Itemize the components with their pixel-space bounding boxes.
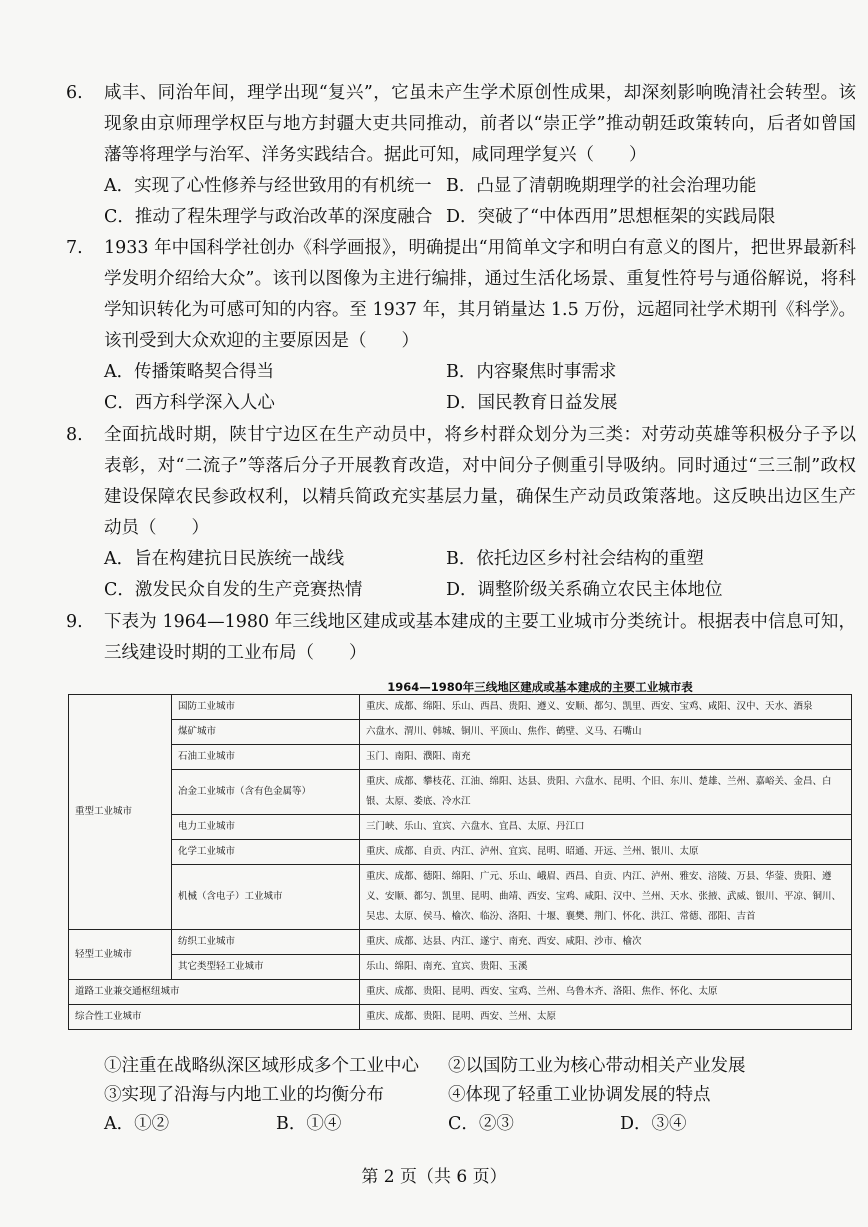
question-9 — [66, 607, 856, 669]
option-c[interactable]: C．推动了程朱理学与政治改革的深度融合 — [104, 207, 433, 227]
option-d[interactable]: D．③④ — [620, 1114, 687, 1134]
cities-cell: 三门峡、乐山、宜宾、六盘水、宜昌、太原、丹江口 — [360, 815, 852, 840]
option-a[interactable]: A．传播策略契合得当 — [104, 362, 275, 382]
question-number: 8. — [66, 425, 83, 445]
option-c[interactable]: C．激发民众自发的生产竞赛热情 — [104, 580, 363, 600]
type-cell: 机械（含电子）工业城市 — [172, 865, 360, 930]
question-7 — [66, 233, 856, 419]
option-a[interactable]: A．①② — [104, 1114, 170, 1134]
question-6 — [66, 78, 856, 233]
option-b[interactable]: B．依托边区乡村社会结构的重塑 — [446, 549, 704, 569]
question-stem: 1933 年中国科学社创办《科学画报》，明确提出“用简单文字和明白有意义的图片，把世界最新科学发明介绍给大众”。该刊以图像为主进行编排，通过生活化场景、重复性符号与通俗解说，将科学知识转化为可感可知的内容。至 1937 年，其月销量达 1.5 万份，远超同社学术期刊《科学》。该刊受到大众欢迎的主要原因是（ ） — [104, 238, 856, 351]
cities-cell: 重庆、成都、攀枝花、江油、绵阳、达县、贵阳、六盘水、昆明、个旧、东川、楚雄、兰州、嘉峪关、金昌、白银、太原、娄底、冷水江 — [360, 770, 852, 815]
statement-3: ③实现了沿海与内地工业的均衡分布 — [104, 1085, 384, 1105]
option-a[interactable]: A．实现了心性修养与经世致用的有机统一 — [104, 176, 432, 196]
table-title: 1964—1980年三线地区建成或基本建成的主要工业城市表 — [387, 680, 693, 694]
table-row — [69, 955, 852, 980]
page-footer: 第 2 页（共 6 页） — [361, 1167, 507, 1187]
options — [104, 357, 856, 419]
option-d[interactable]: D．调整阶级关系确立农民主体地位 — [446, 580, 723, 600]
question-8 — [66, 420, 856, 606]
cities-cell: 玉门、南阳、濮阳、南充 — [360, 745, 852, 770]
option-c[interactable]: C．②③ — [448, 1114, 514, 1134]
option-d[interactable]: D．突破了“中体西用”思想框架的实践局限 — [446, 207, 776, 227]
options — [104, 171, 856, 233]
question-stem: 下表为 1964—1980 年三线地区建成或基本建成的主要工业城市分类统计。根据表中信息可知，三线建设时期的工业布局（ ） — [104, 612, 856, 663]
type-cell: 电力工业城市 — [172, 815, 360, 840]
category-cell: 轻型工业城市 — [69, 930, 172, 980]
question-stem: 全面抗战时期，陕甘宁边区在生产动员中，将乡村群众划分为三类：对劳动英雄等积极分子予以表彰，对“二流子”等落后分子开展教育改造，对中间分子侧重引导吸纳。同时通过“三三制”政权建设保障农民参政权利，以精兵简政充实基层力量，确保生产动员政策落地。这反映出边区生产动员（ ） — [104, 425, 856, 538]
cities-cell: 重庆、成都、贵阳、昆明、西安、兰州、太原 — [360, 1005, 852, 1030]
industrial-city-table — [68, 694, 852, 1030]
table-row — [69, 815, 852, 840]
statement-list — [104, 1052, 804, 1110]
category-cell: 综合性工业城市 — [69, 1005, 360, 1030]
cities-cell: 重庆、成都、自贡、内江、泸州、宜宾、昆明、昭通、开远、兰州、银川、太原 — [360, 840, 852, 865]
option-b[interactable]: B．内容聚焦时事需求 — [446, 362, 617, 382]
cities-cell: 重庆、成都、贵阳、昆明、西安、宝鸡、兰州、乌鲁木齐、洛阳、焦作、怀化、太原 — [360, 980, 852, 1005]
type-cell: 冶金工业城市（含有色金属等） — [172, 770, 360, 815]
statement-1: ①注重在战略纵深区域形成多个工业中心 — [104, 1056, 419, 1076]
table-row — [69, 695, 852, 720]
type-cell: 化学工业城市 — [172, 840, 360, 865]
table-row — [69, 770, 852, 815]
question-number: 7. — [66, 238, 83, 258]
type-cell: 其它类型轻工业城市 — [172, 955, 360, 980]
statement-4: ④体现了轻重工业协调发展的特点 — [448, 1085, 711, 1105]
option-c[interactable]: C．西方科学深入人心 — [104, 393, 275, 413]
type-cell: 煤矿城市 — [172, 720, 360, 745]
table-row — [69, 720, 852, 745]
type-cell: 纺织工业城市 — [172, 930, 360, 955]
table-row — [69, 1005, 852, 1030]
answer-options — [104, 1110, 792, 1135]
table-row — [69, 980, 852, 1005]
type-cell: 石油工业城市 — [172, 745, 360, 770]
cities-cell: 六盘水、渭川、韩城、铜川、平顶山、焦作、鹤壁、义马、石嘴山 — [360, 720, 852, 745]
question-number: 6. — [66, 83, 83, 103]
option-a[interactable]: A．旨在构建抗日民族统一战线 — [104, 549, 345, 569]
cities-cell: 重庆、成都、达县、内江、遂宁、南充、西安、咸阳、沙市、榆次 — [360, 930, 852, 955]
options — [104, 544, 856, 606]
statement-2: ②以国防工业为核心带动相关产业发展 — [448, 1056, 746, 1076]
question-number: 9. — [66, 612, 83, 632]
option-b[interactable]: B．①④ — [276, 1114, 342, 1134]
cities-cell: 重庆、成都、德阳、绵阳、广元、乐山、峨眉、西昌、自贡、内江、泸州、雅安、涪陵、万县、华蓥、贵阳、遵义、安顺、都匀、凯里、昆明、曲靖、西安、宝鸡、咸阳、汉中、兰州、天水、张掖、武威、银川、平凉、铜川、吴忠、太原、侯马、榆次、临汾、洛阳、十堰、襄樊、荆门、怀化、洪江、常德、邵阳、吉首 — [360, 865, 852, 930]
option-d[interactable]: D．国民教育日益发展 — [446, 393, 618, 413]
category-cell: 重型工业城市 — [69, 695, 172, 930]
cities-cell: 乐山、绵阳、南充、宜宾、贵阳、玉溪 — [360, 955, 852, 980]
table-row — [69, 865, 852, 930]
type-cell: 国防工业城市 — [172, 695, 360, 720]
cities-cell: 重庆、成都、绵阳、乐山、西昌、贵阳、遵义、安顺、都匀、凯里、西安、宝鸡、咸阳、汉中、天水、酒泉 — [360, 695, 852, 720]
category-cell: 道路工业兼交通枢纽城市 — [69, 980, 360, 1005]
table-row — [69, 745, 852, 770]
table-row — [69, 930, 852, 955]
option-b[interactable]: B．凸显了清朝晚期理学的社会治理功能 — [446, 176, 757, 196]
table-row — [69, 840, 852, 865]
question-stem: 咸丰、同治年间，理学出现“复兴”，它虽未产生学术原创性成果，却深刻影响晚清社会转型。该现象由京师理学权臣与地方封疆大吏共同推动，前者以“崇正学”推动朝廷政策转向，后者如曾国藩等将理学与治军、洋务实践结合。据此可知，咸同理学复兴（ ） — [104, 83, 856, 165]
